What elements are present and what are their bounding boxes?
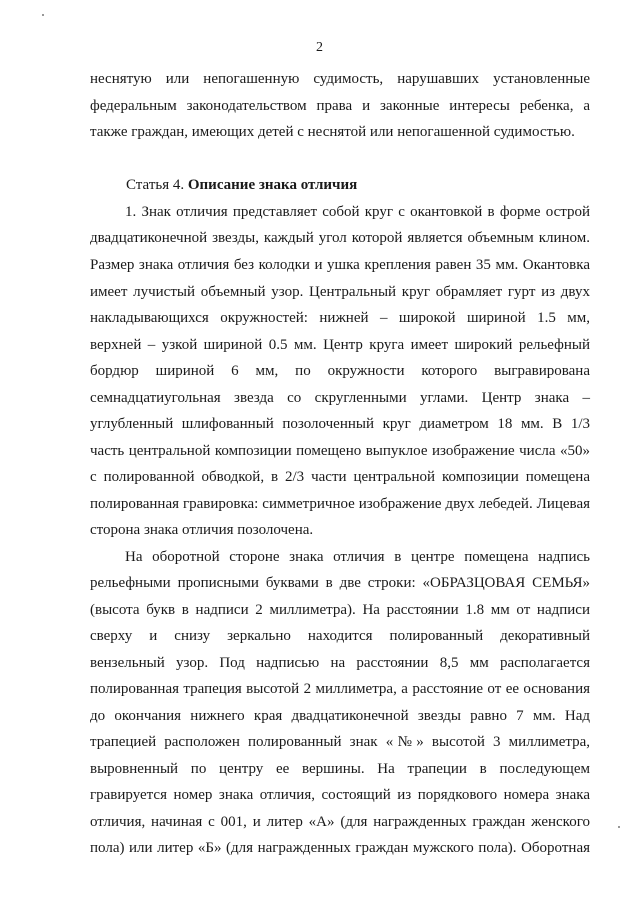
- text-line: выровненный по центру ее вершины. На трапеции в последующем: [90, 761, 590, 777]
- scan-speck: [618, 826, 620, 828]
- text-line: сторона знака отличия позолочена.: [90, 522, 314, 538]
- text-line: полированная гравировка: симметричное изображение двух лебедей. Лицевая: [90, 496, 590, 512]
- text-line: 1. Знак отличия представляет собой круг с окантовкой в форме острой: [125, 204, 590, 220]
- text-line: бордюр шириной 6 мм, по окружности которого выгравирована: [90, 363, 590, 379]
- text-line: (высота букв в надписи 2 миллиметра). На расстоянии 1.8 мм от надписи: [90, 602, 590, 618]
- text-line: гравируется номер знака отличия, состоящий из порядкового номера знака: [90, 787, 590, 803]
- article-heading: [126, 176, 357, 194]
- text-line: На оборотной стороне знака отличия в центре помещена надпись: [125, 549, 590, 565]
- text-line: накладывающихся окружностей: нижней – широкой шириной 1.5 мм,: [90, 310, 590, 326]
- text-line: также граждан, имеющих детей с неснятой или непогашенной судимостью.: [90, 124, 575, 140]
- text-line: трапецией расположен полированный знак «№» высотой 3 миллиметра,: [90, 734, 590, 750]
- text-line: верхней – узкой шириной 0.5 мм. Центр круга имеет широкий рельефный: [90, 337, 590, 353]
- text-line: пола) или литер «Б» (для награжденных граждан мужского пола). Оборотная: [90, 840, 590, 856]
- text-line: рельефными прописными буквами в две строки: «ОБРАЗЦОВАЯ СЕМЬЯ»: [90, 575, 590, 591]
- text-line: сверху и снизу зеркально находится полированный декоративный: [90, 628, 590, 644]
- scan-speck: [42, 14, 44, 16]
- text-line: неснятую или непогашенную судимость, нарушавших установленные: [90, 71, 590, 87]
- text-line: часть центральной композиции помещено выпуклое изображение числа «50»: [90, 443, 590, 459]
- text-line: вензельный узор. Под надписью на расстоянии 8,5 мм располагается: [90, 655, 590, 671]
- text-line: углубленный шлифованный позолоченный круг диаметром 18 мм. В 1/3: [90, 416, 590, 432]
- text-line: семнадцатиугольная звезда со скругленными углами. Центр знака –: [90, 390, 590, 406]
- text-line: полированная трапеция высотой 2 миллиметра, а расстояние от ее основания: [90, 681, 590, 697]
- article-prefix: Статья 4.: [126, 177, 185, 193]
- article-title: Описание знака отличия: [187, 177, 358, 193]
- text-line: Размер знака отличия без колодки и ушка крепления равен 35 мм. Окантовка: [90, 257, 590, 273]
- text-line: имеет лучистый объемный узор. Центральный круг обрамляет гурт из двух: [90, 284, 590, 300]
- text-line: двадцатиконечной звезды, каждый угол которой является объемным клином.: [90, 230, 590, 246]
- text-line: отличия, начиная с 001, и литер «А» (для награжденных граждан женского: [90, 814, 590, 830]
- text-line: до окончания нижнего края двадцатиконечной звезды равно 7 мм. Над: [90, 708, 590, 724]
- text-line: с полированной обводкой, в 2/3 части центральной композиции помещена: [90, 469, 590, 485]
- page-number: 2: [316, 40, 323, 55]
- text-line: федеральным законодательством права и законные интересы ребенка, а: [90, 98, 590, 114]
